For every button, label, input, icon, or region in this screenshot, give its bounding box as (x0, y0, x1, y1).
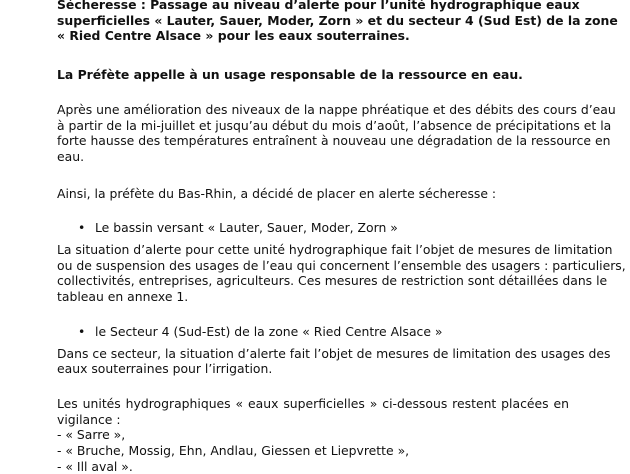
title-line-2: superficielles « Lauter, Sauer, Moder, Zorn » et du secteur 4 (Sud Est) de la zone (57, 12, 618, 28)
list-item: - « Bruche, Mossig, Ehn, Andlau, Giessen et Liepvrette », (57, 443, 410, 459)
context-line-4: eau. (57, 148, 85, 164)
vigilance-list (57, 427, 569, 474)
vigilance-intro: Les unités hydrographiques « eaux superficielles » ci-dessous restent placées en vigilance : (57, 395, 569, 427)
context-line-2: à partir de la mi-juillet et jusqu’au début du mois d’août, l’absence de précipitations et la (57, 117, 612, 133)
bassin-line-1: La situation d’alerte pour cette unité hydrographique fait l’objet de mesures de limitation (57, 242, 613, 258)
bullet-item-secteur-4 (57, 324, 569, 340)
title-line-1: Sécheresse : Passage au niveau d’alerte pour l’unité hydrographique eaux (57, 0, 580, 12)
bullet-marker: • (78, 323, 86, 339)
press-release-document (57, 0, 626, 474)
title-line-3: « Ried Centre Alsace » pour les eaux souterraines. (57, 28, 410, 44)
bullet-item-label: Le bassin versant « Lauter, Sauer, Moder, Zorn » (95, 220, 398, 236)
bassin-line-3: collectivités, entreprises, agriculteurs. Ces mesures de restriction sont détaillées dans le (57, 273, 608, 289)
context-line-1: Après une amélioration des niveaux de la nappe phréatique et des débits des cours d’eau (57, 101, 616, 117)
list-item: - « Sarre », (57, 427, 126, 443)
decision-intro: Ainsi, la préfète du Bas-Rhin, a décidé de placer en alerte sécheresse : (57, 185, 497, 201)
bassin-line-4: tableau en annexe 1. (57, 289, 189, 305)
secteur-line-2: eaux souterraines pour l’irrigation. (57, 361, 273, 377)
release-title (57, 0, 618, 44)
bullet-item-label: le Secteur 4 (Sud-Est) de la zone « Ried Centre Alsace » (95, 323, 443, 339)
secteur-line-1: Dans ce secteur, la situation d’alerte fait l’objet de mesures de limitation des usages des (57, 345, 611, 361)
context-paragraph (57, 101, 616, 165)
bassin-versant-paragraph (57, 242, 626, 305)
context-line-3: forte hausse des températures entraînent à nouveau une dégradation de la ressource en (57, 133, 611, 149)
release-subtitle: La Préfète appelle à un usage responsable de la ressource en eau. (57, 67, 523, 83)
bullet-item-bassin-versant (57, 220, 569, 236)
secteur-4-paragraph (57, 345, 611, 377)
list-item: - « Ill aval ». (57, 458, 133, 474)
bullet-marker: • (78, 220, 86, 236)
bassin-line-2: ou de suspension des usages de l’eau qui concernent l’ensemble des usagers : particuliers, (57, 257, 626, 273)
